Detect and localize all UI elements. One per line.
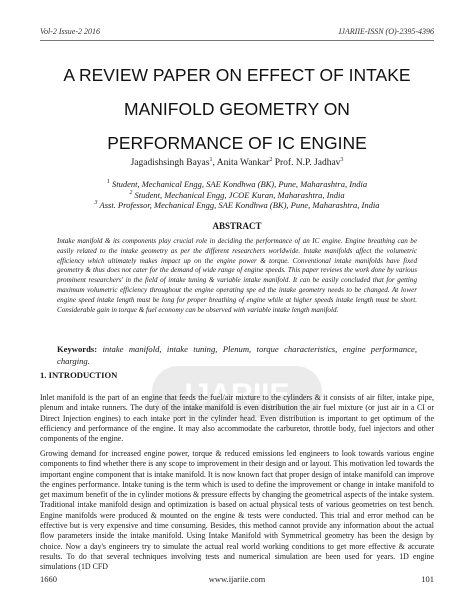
introduction-paragraph-1: Inlet manifold is the part of an engine that feeds the fuel/air mixture to the cylinders & it consists of air filter, intake pipe, plenum and intake runners. The duty of the intake manifold is even distribution the air fuel mixture (or just air in a CI or Direct Injection engines) to each intake port in the cylinder head. Even distribution is important to get optimum of the efficiency and performance of the engine. It may also accommodate the carburetor, throttle body, fuel injectors and other components of the engine. (40, 393, 434, 444)
keywords-text: intake manifold, intake tuning, Plenum, torque characteristics, engine performance, charging. (57, 344, 417, 366)
affiliation-1: $^1$ Student, Mechanical Engg, SAE Kondhwa (BK), Pune, Maharashtra, India (106, 179, 368, 189)
section-heading-introduction: 1. INTRODUCTION (40, 370, 118, 380)
header-volume: Vol-2 Issue-2 2016 (40, 27, 100, 36)
title-line-1: A REVIEW PAPER ON EFFECT OF INTAKE (63, 65, 411, 85)
keywords (57, 343, 417, 367)
svg-text:IJARIIE: IJARIIE (184, 378, 290, 411)
header-issn: IJARIIE-ISSN (O)-2395-4396 (338, 27, 434, 36)
author-2: Anita Wankar$^2$ (216, 156, 273, 168)
abstract-heading: ABSTRACT (212, 221, 262, 231)
paper-title (40, 58, 434, 160)
affiliation-3: $^3$ Asst. Professor, Mechanical Engg, SAE Kondhwa (BK), Pune, Maharashtra, India (94, 200, 380, 210)
affiliations (40, 179, 434, 211)
header-rule (40, 40, 434, 41)
footer-website-link[interactable]: www.ijariie.com (208, 574, 266, 584)
title-line-2: MANIFOLD GEOMETRY ON (124, 99, 350, 119)
author-1: Jagadishsingh Bayas$^1$ (130, 156, 213, 168)
abstract-text: Intake manifold & its components play crucial role in deciding the performance of an IC engine. Engine breathing can be easily related to the intake geometry as per the different researchers worldwide. Intake manifolds affect the volumetric efficiency which ultimately makes impact up on the engine power & torque. Conventional intake manifolds have fixed geometry & thus does not cater for the demand of wide range of engine speeds. This paper reviews the work done by various prominent researchers' in the field of intake tuning & variable intake manifold. It can be easily concluded that for getting maximum volumetric efficiency throughout the engine operating spe ed the intake geometry needs to be changed. At lower engine speed intake length must be long for proper breathing of engine while at higher speeds intake length must be short. Considerable gain in torque & fuel economy can be observed with variable intake length manifold. (57, 237, 417, 314)
footer-paper-id: 1660 (40, 574, 57, 584)
authors: Jagadishsingh Bayas$^1$, Anita Wankar$^2$ Prof. N.P. Jadhav$^3$ (130, 156, 344, 168)
keywords-label: Keywords: (57, 344, 98, 354)
affiliation-2: $^2$ Student, Mechanical Engg, JCOE Kuran, Maharashtra, India (129, 189, 345, 200)
author-3: Prof. N.P. Jadhav$^3$ (274, 156, 344, 168)
introduction-paragraph-2: Growing demand for increased engine power, torque & reduced emissions led engineers to look towards various engine components to find whether there is any scope to improvement in their design and or layout. This motivation led towards the important engine component that is intake manifold. It is now known fact that proper design of intake manifold can improve the engines performance. Intake tuning is the term which is used to define the improvement or change in intake manifold to get maximum benefit of the in cylinder motions & pressure effects by changing the geometrical aspects of the intake system. Traditional intake manifold design and optimization is based on actual physical tests of various geometries on test bench. Engine manifolds were produced & mounted on the engine & tests were conducted. This trial and error method can be effective but is very expensive and time consuming. Besides, this method cannot provide any information about the actual flow parameters inside the intake manifold. Using Intake Manifold with Symmetrical geometry has been the design by choice. Now a day's engineers try to simulate the actual real world working conditions to get more effective & accurate results. To do that several techniques involving tests and numerical simulation are been used for years. 1D engine simulations (1D CFD (40, 449, 434, 572)
title-line-3: PERFORMANCE OF IC ENGINE (107, 133, 367, 153)
footer-page-number: 101 (421, 574, 434, 584)
